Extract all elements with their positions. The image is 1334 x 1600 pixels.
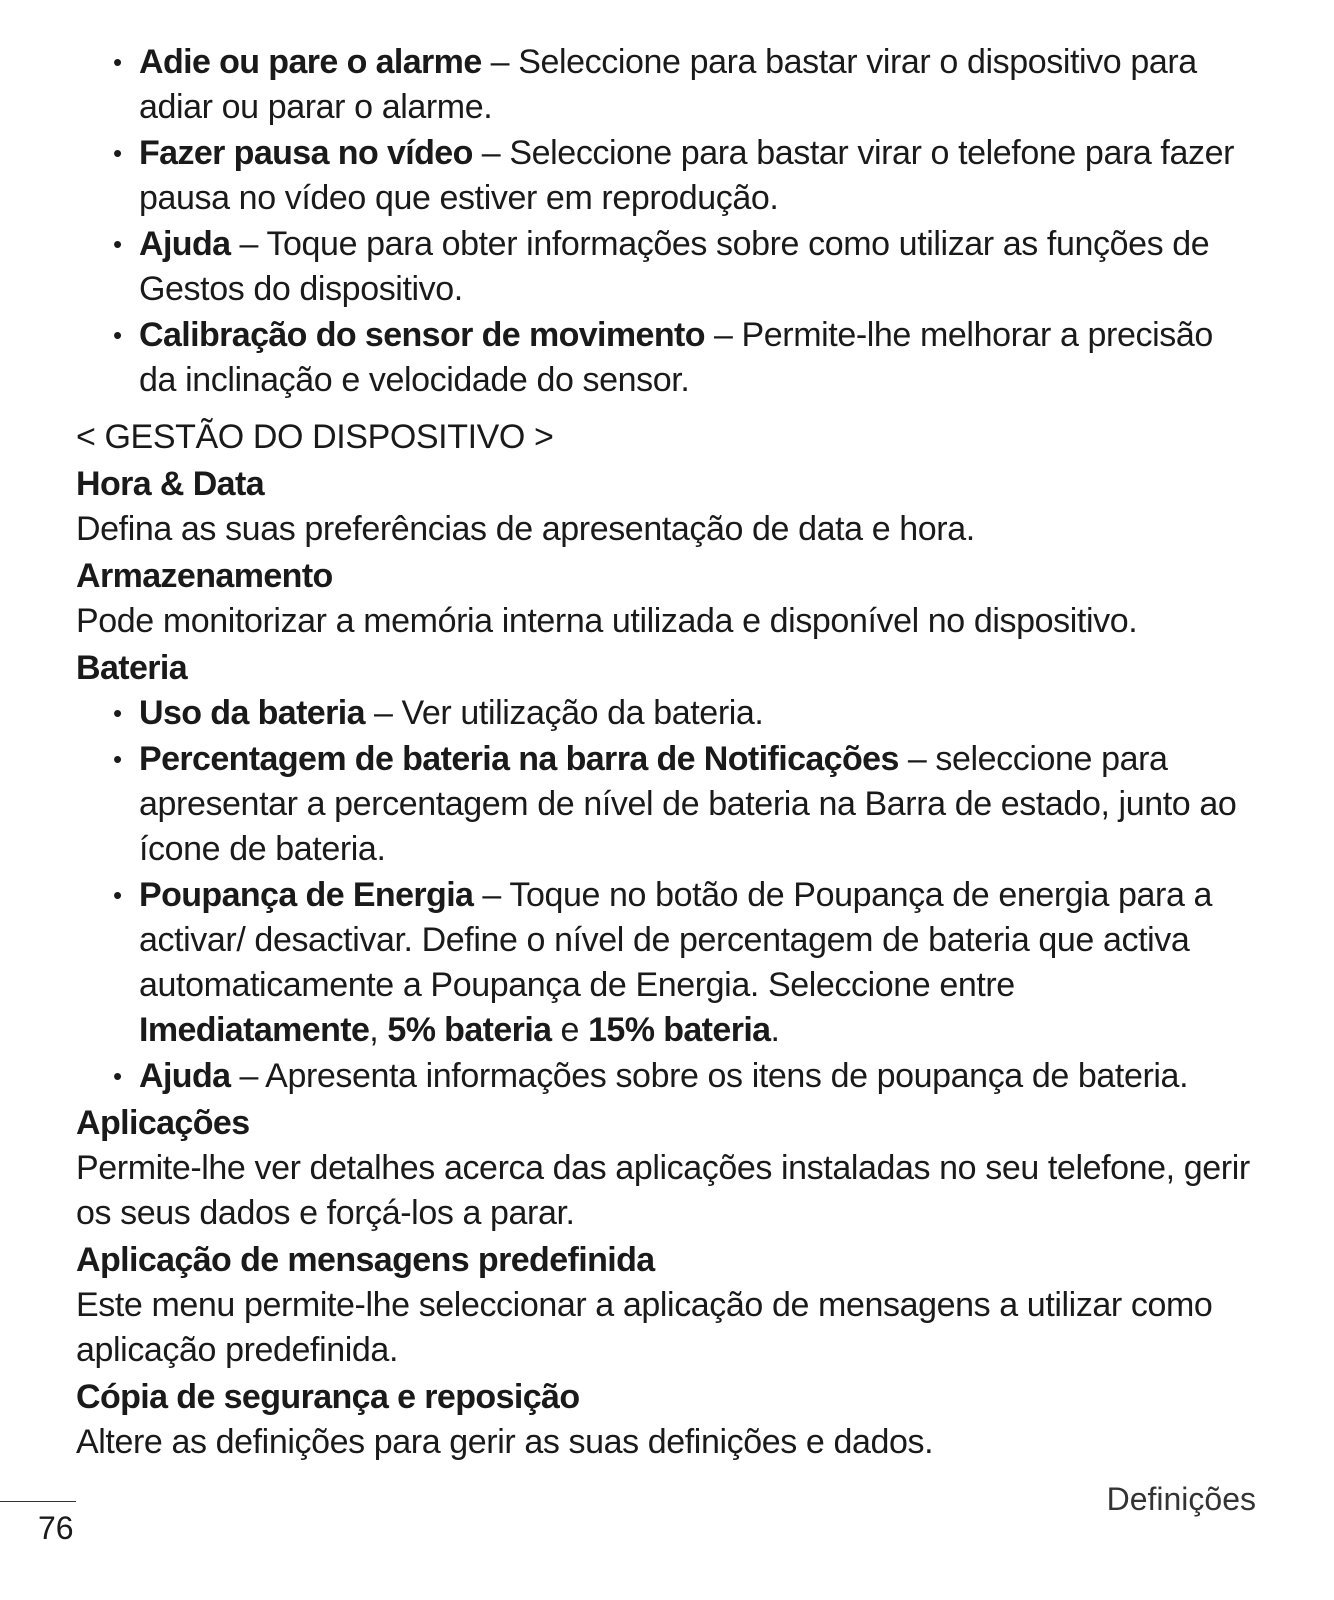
- item-title: Percentagem de bateria na barra de Notificações: [139, 740, 899, 778]
- list-item: [76, 131, 1256, 221]
- option-5-bateria: 5% bateria: [387, 1011, 552, 1049]
- copia-text: Altere as definições para gerir as suas definições e dados.: [76, 1423, 934, 1461]
- option-imediatamente: Imediatamente: [139, 1011, 370, 1049]
- item-text: – Toque para obter informações sobre como utilizar as funções de Gestos do dispositivo.: [139, 225, 1210, 308]
- item-title: Ajuda: [139, 225, 231, 263]
- armazenamento-title: Armazenamento: [76, 557, 333, 595]
- item-title: Calibração do sensor de movimento: [139, 316, 705, 354]
- footer-section-name: Definições: [1106, 1481, 1256, 1517]
- item-title: Fazer pausa no vídeo: [139, 134, 473, 172]
- footer-divider: [0, 1501, 76, 1502]
- item-text: – seleccione para apresentar a percentagem de nível de bateria na Barra de estado, junto ao ícone de bateria.: [139, 740, 1237, 868]
- option-15-bateria: 15% bateria: [588, 1011, 771, 1049]
- bateria-list: [76, 691, 1256, 1099]
- bullet-icon: •: [113, 698, 122, 728]
- bateria-title: Bateria: [76, 649, 188, 687]
- list-item: [76, 40, 1256, 130]
- item-title: Uso da bateria: [139, 694, 365, 732]
- list-item: [76, 313, 1256, 403]
- list-item: [76, 1054, 1256, 1099]
- item-text: – Toque no botão de Poupança de energia para a activar/ desactivar. Define o nível de percentagem de bateria que activa automaticamente a Poupança de Energia. Seleccione entre: [139, 876, 1213, 1004]
- bullet-icon: •: [113, 1061, 122, 1091]
- bullet-icon: •: [113, 229, 122, 259]
- item-text: – Seleccione para bastar virar o dispositivo para adiar ou parar o alarme.: [139, 43, 1197, 126]
- gestures-list: [76, 40, 1256, 403]
- list-item: [76, 873, 1256, 1053]
- bullet-icon: •: [113, 744, 122, 774]
- separator: e: [551, 1011, 589, 1049]
- item-title: Ajuda: [139, 1057, 231, 1095]
- item-text: – Seleccione para bastar virar o telefone para fazer pausa no vídeo que estiver em reprodução.: [139, 134, 1235, 217]
- aplicacoes-title: Aplicações: [76, 1104, 250, 1142]
- item-text: – Ver utilização da bateria.: [364, 694, 764, 732]
- hora-data-title: Hora & Data: [76, 465, 265, 503]
- mensagens-text: Este menu permite-lhe seleccionar a aplicação de mensagens a utilizar como aplicação predefinida.: [76, 1286, 1213, 1369]
- mensagens-title: Aplicação de mensagens predefinida: [76, 1241, 655, 1279]
- bullet-icon: •: [113, 320, 122, 350]
- page-content: [76, 40, 1256, 1465]
- list-item: [76, 691, 1256, 736]
- item-text: – Apresenta informações sobre os itens de poupança de bateria.: [230, 1057, 1189, 1095]
- bullet-icon: •: [113, 138, 122, 168]
- bullet-icon: •: [113, 880, 122, 910]
- list-item: [76, 222, 1256, 312]
- item-text: – Permite-lhe melhorar a precisão da inclinação e velocidade do sensor.: [139, 316, 1213, 399]
- item-title: Poupança de Energia: [139, 876, 474, 914]
- list-item: [76, 737, 1256, 872]
- sentence-end: .: [770, 1011, 780, 1049]
- bullet-icon: •: [113, 47, 122, 77]
- armazenamento-text: Pode monitorizar a memória interna utilizada e disponível no dispositivo.: [76, 602, 1138, 640]
- copia-title: Cópia de segurança e reposição: [76, 1378, 580, 1416]
- hora-data-text: Defina as suas preferências de apresentação de data e hora.: [76, 510, 975, 548]
- page-number: 76: [38, 1510, 74, 1546]
- aplicacoes-text: Permite-lhe ver detalhes acerca das aplicações instaladas no seu telefone, gerir os seus dados e forçá-los a parar.: [76, 1149, 1250, 1232]
- item-title: Adie ou pare o alarme: [139, 43, 482, 81]
- separator: ,: [369, 1011, 388, 1049]
- section-heading: < GESTÃO DO DISPOSITIVO >: [76, 418, 554, 456]
